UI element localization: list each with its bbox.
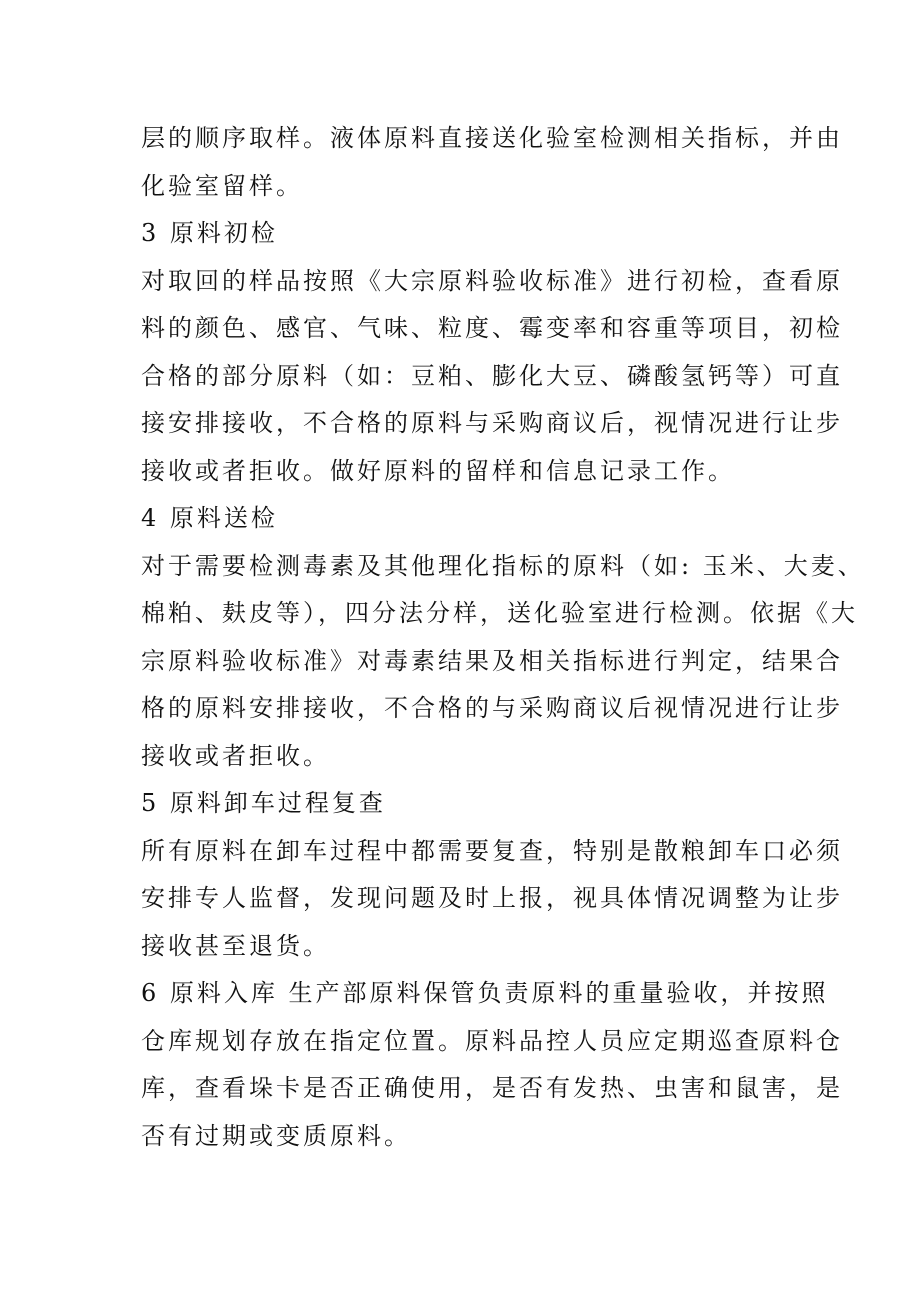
- paragraph-line: 化验室留样。: [141, 171, 303, 200]
- paragraph-line: 层的顺序取样。液体原料直接送化验室检测相关指标，并由: [141, 124, 843, 152]
- paragraph-line: 所有原料在卸车过程中都需要复查，特别是散粮卸车口必须: [141, 836, 843, 865]
- paragraph-line: 对于需要检测毒素及其他理化指标的原料（如: 玉米、大麦、: [141, 551, 865, 580]
- paragraph-line: 接安排接收，不合格的原料与采购商议后，视情况进行让步: [141, 409, 843, 437]
- paragraph-line: 仓库规划存放在指定位置。原料品控人员应定期巡查原料仓: [141, 1026, 843, 1055]
- paragraph-line: 棉粕、麸皮等），四分法分样，送化验室进行检测。依据《大: [141, 599, 858, 627]
- paragraph-line: 接收或者拒收。: [141, 741, 330, 770]
- section-heading-4: 4 原料送检: [141, 504, 278, 532]
- paragraph-line: 安排专人监督，发现问题及时上报，视具体情况调整为让步: [141, 884, 843, 912]
- paragraph-line: 否有过期或变质原料。: [141, 1121, 411, 1150]
- section-heading-6-line: 6 原料入库 生产部原料保管负责原料的重量验收，并按照: [141, 979, 829, 1007]
- paragraph-line: 接收甚至退货。: [141, 931, 330, 960]
- paragraph-line: 库，查看垛卡是否正确使用，是否有发热、虫害和鼠害，是: [141, 1074, 843, 1102]
- paragraph-line: 合格的部分原料（如：豆粕、膨化大豆、磷酸氢钙等）可直: [141, 361, 843, 390]
- paragraph-line: 料的颜色、感官、气味、粒度、霉变率和容重等项目，初检: [141, 314, 843, 342]
- paragraph-line: 宗原料验收标准》对毒素结果及相关指标进行判定，结果合: [141, 646, 843, 675]
- document-body: [141, 115, 865, 1160]
- paragraph-line: 对取回的样品按照《大宗原料验收标准》进行初检，查看原: [141, 266, 843, 295]
- section-heading-3: 3 原料初检: [141, 219, 278, 247]
- paragraph-line: 格的原料安排接收，不合格的与采购商议后视情况进行让步: [141, 694, 843, 722]
- section-heading-5: 5 原料卸车过程复查: [141, 789, 386, 817]
- paragraph-line: 接收或者拒收。做好原料的留样和信息记录工作。: [141, 456, 735, 485]
